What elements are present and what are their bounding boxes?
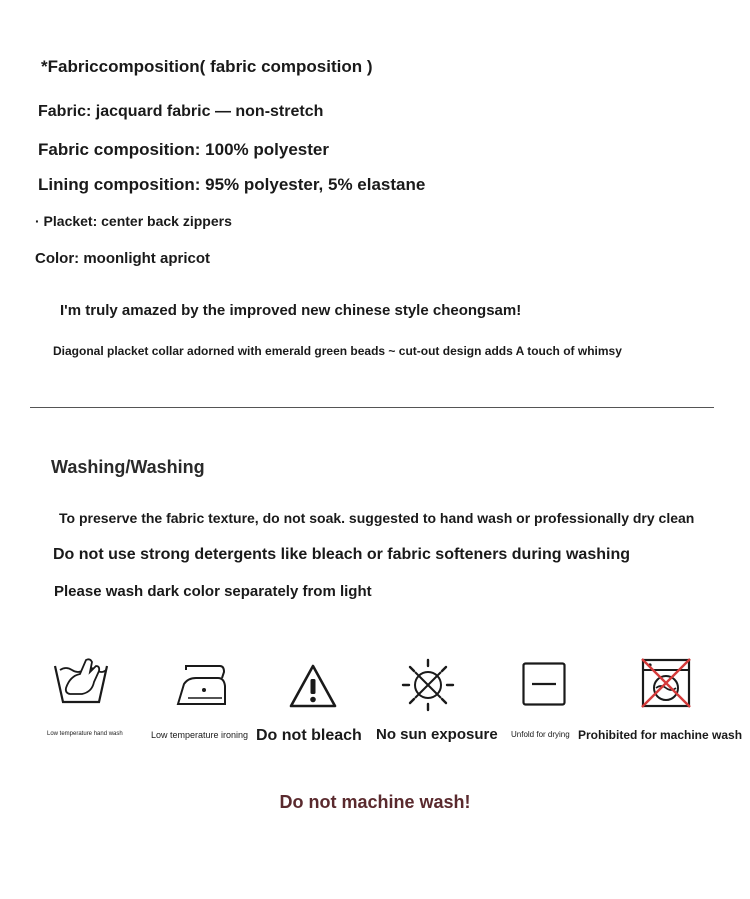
composition-title: *Fabriccomposition( fabric composition ) (41, 57, 373, 76)
detail-line: Diagonal placket collar adorned with emerald green beads ~ cut-out design adds A touch of whimsy (53, 344, 622, 358)
washing-line-3: Please wash dark color separately from light (54, 583, 372, 600)
care-label-no-sun: No sun exposure (376, 726, 498, 743)
care-label-no-machine-wash: Prohibited for machine wash (578, 728, 743, 742)
flat-dry-icon (522, 662, 566, 706)
placket-line: · Placket: center back zippers (35, 213, 232, 229)
no-sun-icon (401, 658, 455, 712)
care-label-ironing: Low temperature ironing (151, 730, 249, 740)
care-label-flat-dry: Unfold for drying (511, 730, 570, 739)
hand-wash-icon (52, 656, 110, 710)
color-line: Color: moonlight apricot (35, 250, 210, 267)
fabric-line: Fabric: jacquard fabric — non-stretch (38, 103, 324, 120)
highlight-line: I'm truly amazed by the improved new chinese style cheongsam! (60, 302, 522, 319)
no-bleach-icon (288, 663, 338, 709)
washing-title: Washing/Washing (51, 457, 205, 477)
iron-icon (174, 662, 228, 708)
lining-line: Lining composition: 95% polyester, 5% elastane (38, 175, 426, 194)
care-label-hand-wash: Low temperature hand wash (47, 731, 123, 737)
fabric-composition-line: Fabric composition: 100% polyester (38, 140, 329, 159)
machine-wash-warning: Do not machine wash! (279, 792, 471, 812)
washing-line-2: Do not use strong detergents like bleach or fabric softeners during washing (53, 546, 630, 563)
no-machine-wash-icon (640, 656, 692, 710)
care-label-no-bleach: Do not bleach (256, 727, 362, 744)
section-divider (30, 407, 714, 408)
washing-line-1: To preserve the fabric texture, do not soak. suggested to hand wash or professionally dry clean (59, 510, 695, 526)
